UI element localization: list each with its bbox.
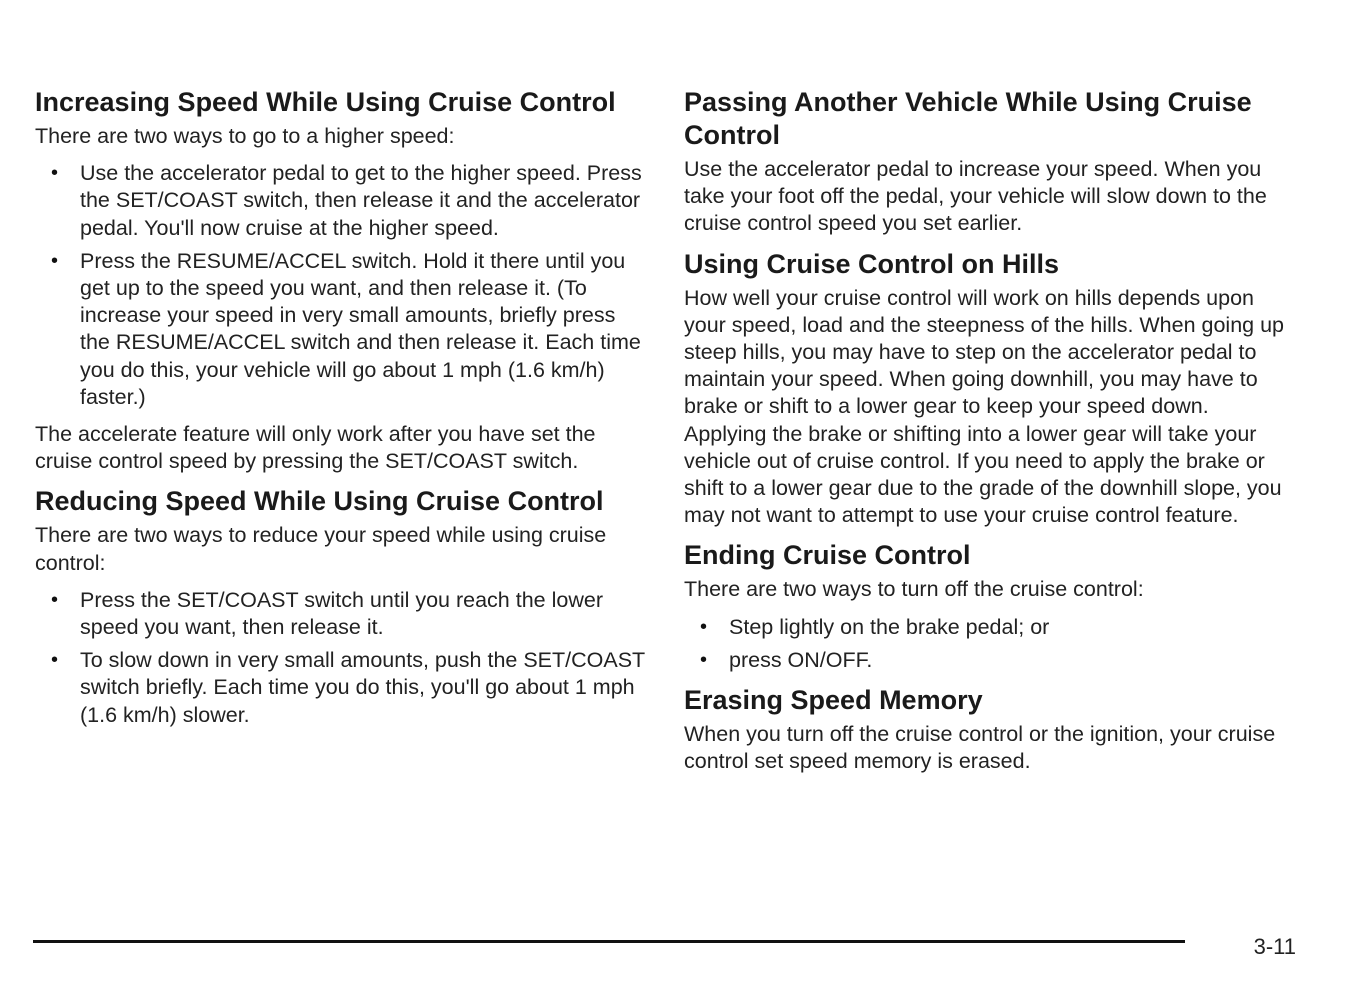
list-item-text: Press the RESUME/ACCEL switch. Hold it there until you get up to the speed you want, and then release it. (To increase your speed in very small amounts, briefly press the RESUME/ACCEL switch and then release it. Each time you do this, your vehicle will go about 1 mph (1.6 km/h) faster.)	[80, 248, 641, 409]
bullet-icon: •	[51, 249, 59, 272]
section-hills	[684, 248, 1294, 530]
list-item	[684, 614, 1294, 641]
section-body: Use the accelerator pedal to increase your speed. When you take your foot off the pedal, your vehicle will slow down to the cruise control speed you set earlier.	[684, 157, 1267, 236]
section-reducing-speed	[35, 485, 645, 728]
bullet-icon: •	[700, 615, 708, 638]
bullet-list	[684, 614, 1294, 674]
list-item-text: Step lightly on the brake pedal; or	[729, 614, 1050, 639]
section-heading: Erasing Speed Memory	[684, 685, 983, 716]
section-heading: Increasing Speed While Using Cruise Control	[35, 87, 616, 117]
section-body: How well your cruise control will work on hills depends upon your speed, load and the steepness of the hills. When going up steep hills, you may have to step on the accelerator pedal to maintain your speed. When going downhill, you may have to brake or shift to a lower gear to keep your speed down. Applying the brake or shifting into a lower gear will take your vehicle out of cruise control. If you need to apply the brake or shift to a lower gear due to the grade of the downhill slope, you may not want to attempt to use your cruise control feature.	[684, 285, 1285, 528]
list-item	[35, 587, 645, 641]
bullet-list	[35, 160, 645, 411]
section-heading: Ending Cruise Control	[684, 540, 971, 571]
right-column	[684, 86, 1294, 785]
section-increasing-speed	[35, 86, 645, 475]
left-column	[35, 86, 645, 739]
section-intro: There are two ways to turn off the cruise control:	[684, 577, 1144, 602]
section-heading: Using Cruise Control on Hills	[684, 248, 1060, 279]
bullet-icon: •	[700, 648, 708, 671]
section-passing-vehicle	[684, 86, 1294, 238]
section-body: When you turn off the cruise control or the ignition, your cruise control set speed memory is erased.	[684, 722, 1276, 774]
list-item	[684, 647, 1294, 674]
list-item-text: Use the accelerator pedal to get to the higher speed. Press the SET/COAST switch, then release it and the accelerator pedal. You'll now cruise at the higher speed.	[80, 161, 642, 240]
footer-rule	[33, 940, 1185, 943]
list-item	[35, 160, 645, 242]
bullet-icon: •	[51, 162, 59, 185]
list-item-text: To slow down in very small amounts, push the SET/COAST switch briefly. Each time you do this, you'll go about 1 mph (1.6 km/h) slower.	[80, 648, 645, 727]
section-intro: There are two ways to go to a higher speed:	[35, 124, 455, 148]
list-item	[35, 647, 645, 729]
list-item-text: press ON/OFF.	[729, 647, 873, 672]
page-number: 3-11	[1253, 934, 1296, 959]
bullet-icon: •	[51, 588, 59, 611]
list-item	[35, 248, 645, 411]
list-item-text: Press the SET/COAST switch until you reach the lower speed you want, then release it.	[80, 587, 603, 640]
bullet-icon: •	[51, 649, 59, 672]
section-ending-cruise	[684, 539, 1294, 674]
section-heading: Passing Another Vehicle While Using Cruise Control	[684, 87, 1252, 150]
bullet-list	[35, 587, 645, 729]
section-heading: Reducing Speed While Using Cruise Control	[35, 486, 604, 517]
section-erasing-memory	[684, 684, 1294, 775]
section-outro: The accelerate feature will only work after you have set the cruise control speed by pressing the SET/COAST switch.	[35, 422, 596, 474]
section-intro: There are two ways to reduce your speed while using cruise control:	[35, 523, 607, 575]
